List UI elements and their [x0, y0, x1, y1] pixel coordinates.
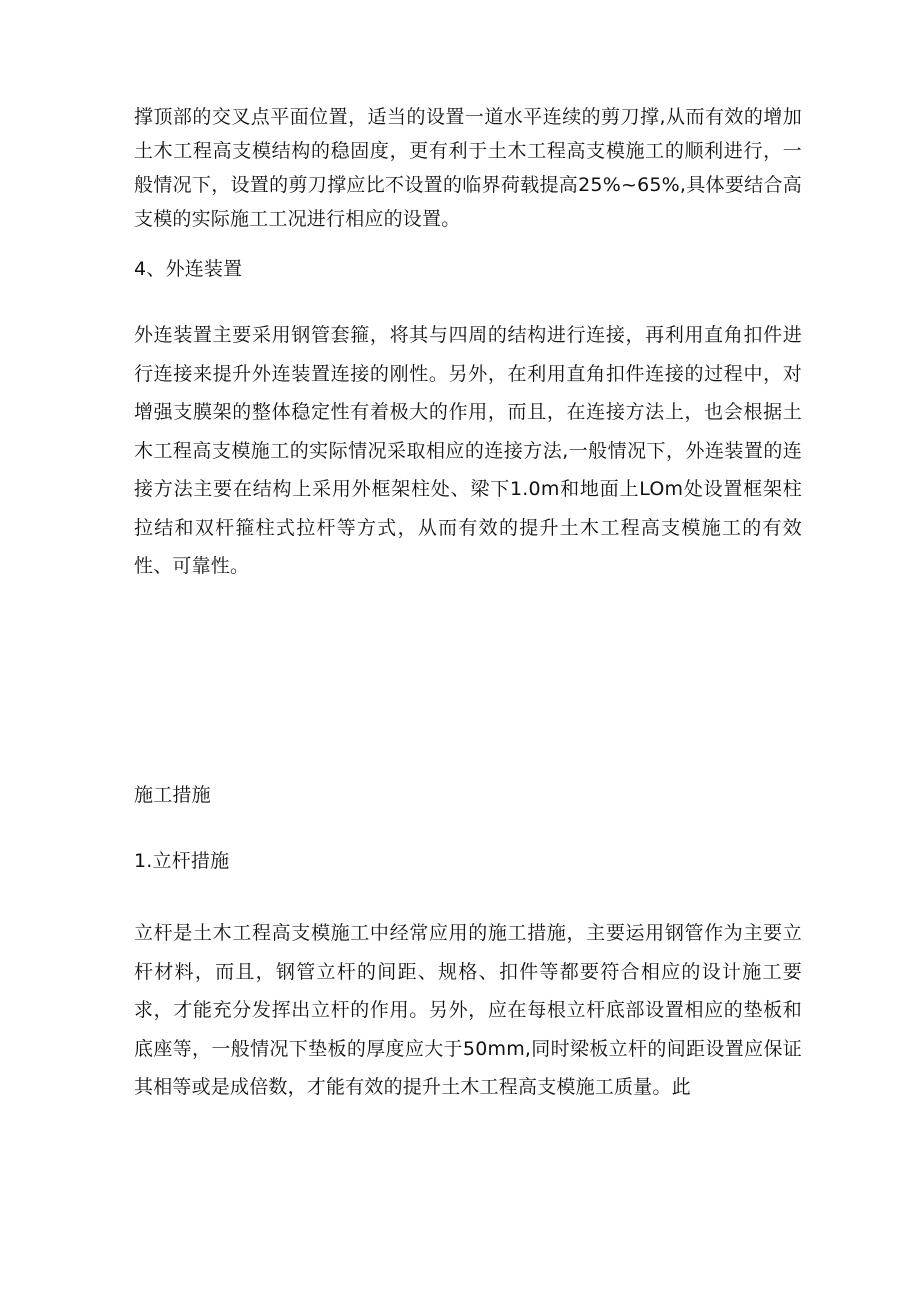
paragraph-pole-measures: 立杆是土木工程高支模施工中经常应用的施工措施，主要运用钢管作为主要立杆材料，而且，钢管立杆的间距、规格、扣件等都要符合相应的设计施工要求，才能充分发挥出立杆的作用。另外，应在每根立杆底部设置相应的垫板和底座等，一般情况下垫板的厚度应大于50mm,同时梁板立杆的间距设置应保证其相等或是成倍数，才能有效的提升土木工程高支模施工质量。此: [134, 922, 802, 1098]
paragraph-scissor-brace: 撑顶部的交叉点平面位置，适当的设置一道水平连续的剪刀撑,从而有效的增加土木工程高支模结构的稳固度，更有利于土木工程高支模施工的顺利进行，一般情况下，设置的剪刀撑应比不设置的临界荷载提高25%~65%,具体要结合高支模的实际施工工况进行相应的设置。: [134, 106, 802, 230]
heading-external-connection: 4、外连装置: [134, 258, 243, 280]
heading-pole-measures: 1.立杆措施: [134, 850, 230, 872]
section-title-construction-measures: 施工措施: [134, 784, 211, 806]
paragraph-external-connection: 外连装置主要采用钢管套箍，将其与四周的结构进行连接，再利用直角扣件进行连接来提升外连装置连接的刚性。另外，在利用直角扣件连接的过程中，对增强支膜架的整体稳定性有着极大的作用，而且，在连接方法上，也会根据土木工程高支模施工的实际情况采取相应的连接方法,一般情况下，外连装置的连接方法主要在结构上采用外框架柱处、梁下1.0m和地面上LOm处设置框架柱拉结和双杆箍柱式拉杆等方式，从而有效的提升土木工程高支模施工的有效性、可靠性。: [134, 324, 802, 577]
